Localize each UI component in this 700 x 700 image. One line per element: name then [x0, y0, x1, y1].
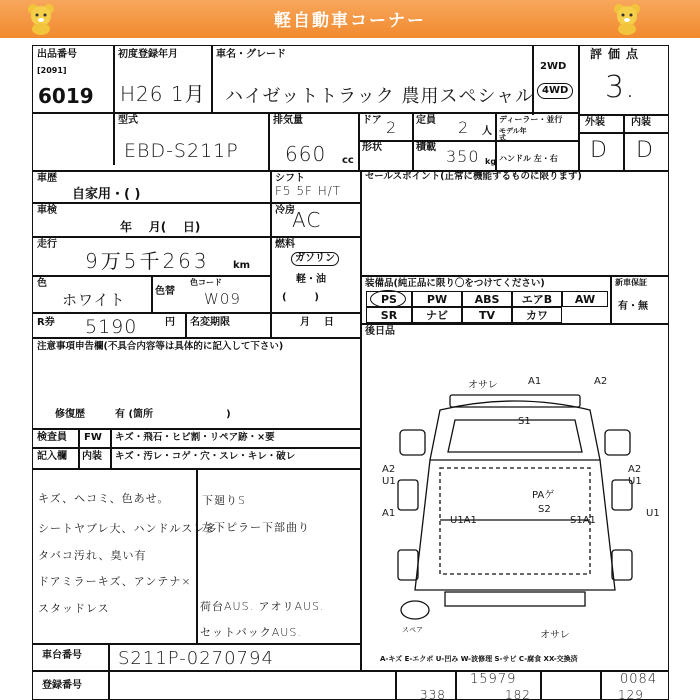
use-value: 自家用・( ) [72, 187, 141, 202]
mark-bottom-left: スペア [402, 626, 423, 634]
equip-abs: ABS [462, 291, 512, 307]
int-label-row: 内装 [82, 451, 102, 462]
model-year-label: モデル年式 [499, 127, 527, 142]
bear-logo-icon [612, 3, 642, 35]
title-deadline-value: 月 日 [300, 317, 334, 328]
mark-top-2: A2 [594, 376, 608, 387]
model-label: 型式 [118, 115, 138, 126]
mark-left-2: A1 [382, 508, 396, 519]
fuel-other: 軽・油 [296, 274, 326, 285]
equip-navi: ナビ [412, 307, 462, 323]
notes-label: 注意事項申告欄(不具合内容等は具体的に記入して下さい) [37, 341, 284, 352]
equip-label: 装備品(純正品に限り〇をつけてください) [365, 278, 545, 289]
mark-right-2: U1 [646, 508, 660, 519]
disp-unit: cc [342, 155, 354, 166]
chassis-value: S211P-0270794 [118, 648, 274, 669]
cap-value: 2 [458, 118, 470, 137]
load-value: 350 [446, 147, 480, 166]
car-damage-diagram [360, 360, 669, 650]
sales-label: セールスポイント(正常に機能するものに限ります) [365, 171, 582, 182]
remark-left-1: シートヤブレ大、ハンドルスレ多 [38, 522, 218, 535]
disp-value: 660 [285, 142, 327, 166]
equip-ps: PS [366, 291, 412, 307]
name-label: 車名・グレード [216, 49, 286, 60]
title-deadline-label: 名変期限 [190, 317, 230, 328]
color-code-value: W09 [204, 290, 241, 308]
footer-val-0: 15979 [470, 672, 517, 687]
recycle-label: R券 [37, 317, 55, 328]
load-label: 積載 [416, 142, 436, 153]
mark-top-1: A1 [528, 376, 542, 387]
repair-label: 修復歴 [55, 409, 85, 420]
mark-bottom: オサレ [540, 630, 570, 641]
footer-val-1: 338 [420, 688, 446, 700]
chassis-label: 車台番号 [42, 650, 82, 661]
remark-left-4: スタッドレス [38, 602, 110, 615]
fuel-paren: ( ) [282, 292, 319, 303]
rear-label: 後日品 [365, 326, 395, 337]
load-unit: kg [485, 157, 497, 166]
ext-label: 外装 [585, 117, 605, 128]
door-value: 2 [386, 118, 398, 137]
color-value: ホワイト [62, 291, 126, 309]
model-value: EBD-S211P [124, 140, 239, 162]
disp-label: 排気量 [273, 115, 303, 126]
int-items: キズ・汚レ・コゲ・穴・スレ・キレ・破レ [115, 451, 296, 462]
footer-val-4: 129 [618, 688, 644, 700]
use-label: 車歴 [37, 173, 57, 184]
lot-label: 出品番号 [37, 49, 77, 60]
score-label: 評価点 [590, 47, 645, 61]
reg-num-label: 登録番号 [42, 680, 82, 691]
ps-circle [370, 290, 406, 308]
lot-number: 6019 [38, 84, 94, 108]
ac-value: AC [292, 208, 322, 232]
lot-sub: [2091] [37, 66, 67, 75]
equip-sr: SR [366, 307, 412, 323]
name-value: ハイゼットトラック 農用スペシャル [225, 86, 535, 107]
dealer-label: ディーラー・並行 [499, 115, 563, 124]
mileage-value: 9万5千263 [85, 249, 210, 273]
ext-value: D [590, 138, 608, 163]
fuel-label: 燃料 [275, 239, 295, 250]
drive-4wd: 4WD [537, 83, 573, 99]
mark-s1: S1 [518, 416, 531, 427]
remark-right-4: 荷台AUS. アオリAUS. [200, 600, 325, 613]
new-guarantee-value: 有・無 [618, 301, 648, 312]
color-label: 色 [37, 278, 47, 289]
ac-label: 冷房 [275, 205, 295, 216]
color-change-label: 色替 [155, 286, 175, 297]
mark-right-1: U1 [628, 476, 642, 487]
equip-pw: PW [412, 291, 462, 307]
recycle-unit: 円 [165, 317, 175, 328]
equip-aw: AW [562, 291, 608, 307]
inspector-label-1: 検査員 [37, 432, 67, 443]
shape-label: 形状 [362, 142, 382, 153]
equip-airbag: エアB [512, 291, 562, 307]
mark-ua-left: U1A1 [450, 515, 477, 526]
mark-left-1: U1 [382, 476, 396, 487]
int-value: D [636, 138, 654, 163]
door-label: ドア [362, 115, 382, 126]
mark-top-0: オサレ [468, 380, 498, 391]
fuel-value: ガソリン [291, 252, 339, 266]
color-code-label: 色コード [190, 278, 222, 287]
repair-value: 有 (箇所 ) [115, 409, 231, 420]
remark-left-2: タバコ汚れ、臭い有 [38, 549, 147, 562]
banner [0, 0, 700, 38]
int-label: 内装 [631, 117, 651, 128]
mark-left-0: A2 [382, 464, 396, 475]
shift-value: F5 5F H/T [275, 184, 342, 198]
equip-leather: カワ [512, 307, 562, 323]
score-value: 3. [605, 70, 636, 105]
remark-right-1: 左下ピラー下部曲り [202, 521, 310, 534]
mileage-unit: km [233, 260, 251, 271]
handle-label: ハンドル 左・右 [499, 154, 558, 163]
inspect-value: 年 月( 日) [120, 220, 201, 234]
fw-items: キズ・飛石・ヒビ割・リペア跡・×要 [115, 432, 275, 443]
legend: A-キズ E-エクボ U-凹み W-波修理 S-サビ C-腐食 XX-交換済 [380, 655, 578, 663]
fw-label: FW [84, 432, 102, 443]
remark-left-0: キズ、ヘコミ、色あせ。 [38, 492, 170, 505]
reg-value: H26 1月 [120, 82, 206, 106]
banner-title: 軽自動車コーナー [274, 11, 426, 31]
inspect-label: 車検 [37, 205, 57, 216]
remark-right-5: セットバックAUS. [200, 626, 302, 639]
cap-unit: 人 [482, 126, 492, 137]
mark-ua-right: S1A1 [570, 515, 596, 526]
remark-right-0: 下廻りS [202, 494, 246, 507]
mark-right-0: A2 [628, 464, 642, 475]
recycle-value: 5190 [85, 316, 138, 338]
reg-label: 初度登録年月 [118, 49, 178, 60]
equip-tv: TV [462, 307, 512, 323]
cap-label: 定員 [416, 115, 436, 126]
new-guarantee-label: 新車保証 [615, 278, 647, 287]
mark-center: PAゲ [532, 490, 555, 501]
remark-left-3: ドアミラーキズ、アンテナ× [38, 575, 192, 588]
drive-2wd: 2WD [540, 61, 567, 72]
mark-center-code: S2 [538, 504, 551, 515]
inspector-label-2: 記入欄 [37, 451, 67, 462]
footer-val-3: 0084 [620, 672, 658, 687]
footer-val-2: 182 [505, 688, 531, 700]
mileage-label: 走行 [37, 239, 57, 250]
shift-label: シフト [275, 173, 305, 184]
